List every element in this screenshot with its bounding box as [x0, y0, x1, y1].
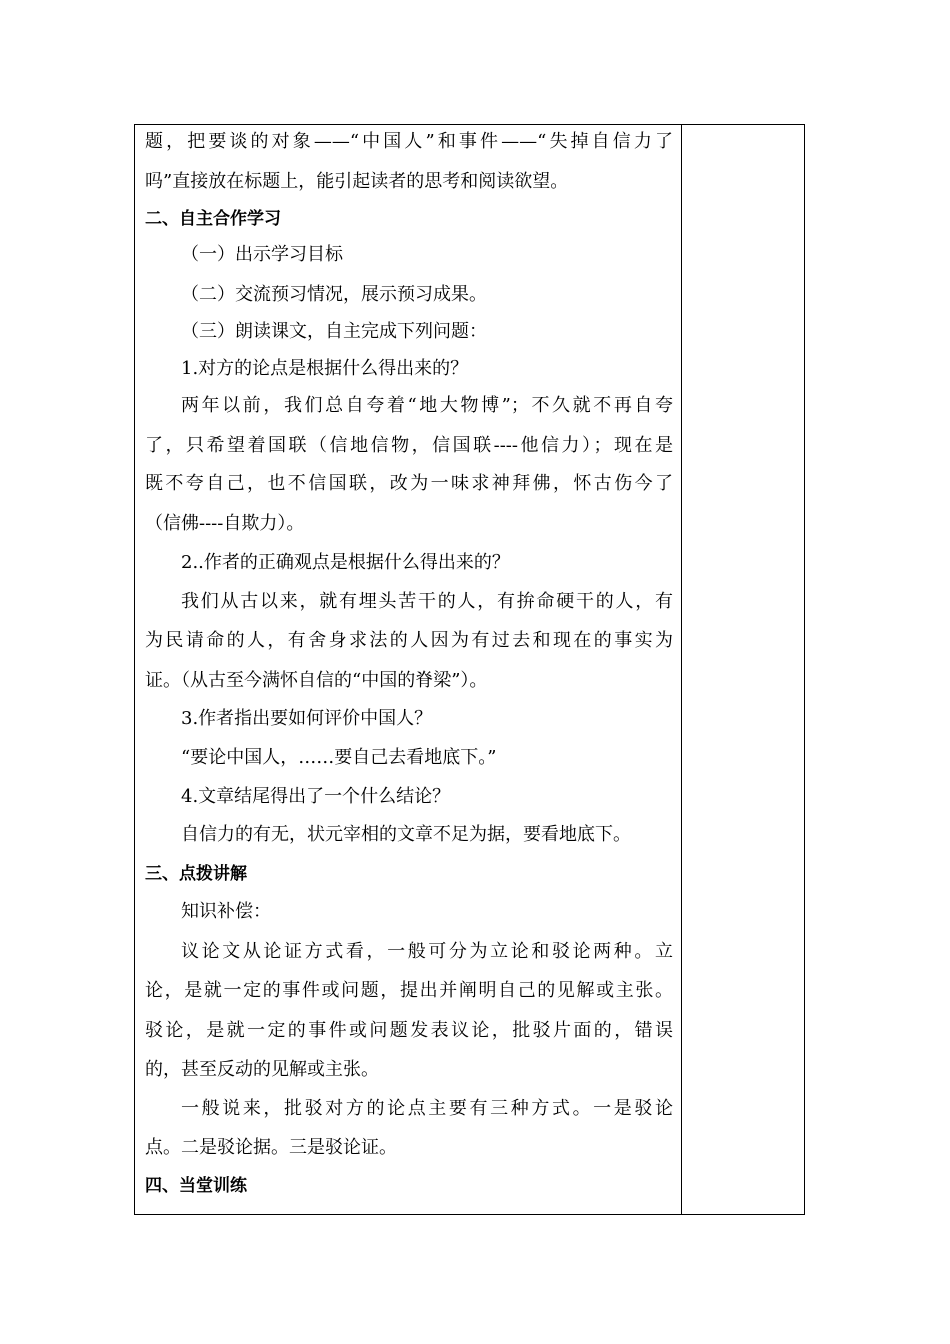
answer-1-line: （信佛----自欺力）。 — [145, 513, 305, 534]
paragraph-line: 题，把要谈的对象——“中国人”和事件——“失掉自信力了 — [145, 131, 673, 152]
knowledge-line: 一般说来，批驳对方的论点主要有三种方式。一是驳论 — [181, 1098, 673, 1119]
answer-1-line: 既不夸自己，也不信国联，改为一味求神拜佛，怀古伤今了 — [145, 473, 673, 494]
answer-2-line: 证。（从古至今满怀自信的“中国的脊梁”）。 — [145, 670, 488, 691]
question-1: 1.对方的论点是根据什么得出来的？ — [181, 358, 469, 379]
subsection-3: （三）朗读课文，自主完成下列问题： — [181, 321, 487, 342]
question-2: 2..作者的正确观点是根据什么得出来的？ — [181, 552, 510, 573]
knowledge-label: 知识补偿： — [181, 901, 271, 922]
subsection-1: （一）出示学习目标 — [181, 244, 343, 265]
knowledge-line: 论，是就一定的事件或问题，提出并阐明自己的见解或主张。 — [145, 980, 673, 1001]
knowledge-line: 议论文从论证方式看，一般可分为立论和驳论两种。立 — [181, 941, 673, 962]
section-heading-3: 三、点拨讲解 — [145, 864, 247, 884]
answer-1-line: 了，只希望着国联（信地信物，信国联----他信力）；现在是 — [145, 435, 673, 456]
knowledge-line: 的，甚至反动的见解或主张。 — [145, 1059, 379, 1080]
paragraph-line: 吗”直接放在标题上，能引起读者的思考和阅读欲望。 — [145, 171, 569, 192]
answer-1-line: 两年以前，我们总自夸着“地大物博”；不久就不再自夸 — [181, 395, 673, 416]
question-4: 4.文章结尾得出了一个什么结论？ — [181, 786, 451, 807]
question-3: 3.作者指出要如何评价中国人？ — [181, 708, 433, 729]
lesson-table — [134, 124, 805, 1215]
section-heading-4: 四、当堂训练 — [145, 1176, 247, 1196]
answer-2-line: 我们从古以来，就有埋头苦干的人，有拚命硬干的人，有 — [181, 591, 673, 612]
column-divider — [681, 125, 682, 1214]
answer-4: 自信力的有无，状元宰相的文章不足为据，要看地底下。 — [181, 824, 631, 845]
section-heading-2: 二、自主合作学习 — [145, 209, 281, 229]
lesson-content-cell — [135, 125, 681, 1214]
answer-2-line: 为民请命的人，有舍身求法的人因为有过去和现在的事实为 — [145, 630, 673, 651]
answer-3: “要论中国人，……要自己去看地底下。” — [181, 747, 497, 768]
knowledge-line: 点。二是驳论据。三是驳论证。 — [145, 1137, 397, 1158]
knowledge-line: 驳论，是就一定的事件或问题发表议论，批驳片面的，错误 — [145, 1020, 673, 1041]
subsection-2: （二）交流预习情况，展示预习成果。 — [181, 284, 487, 305]
